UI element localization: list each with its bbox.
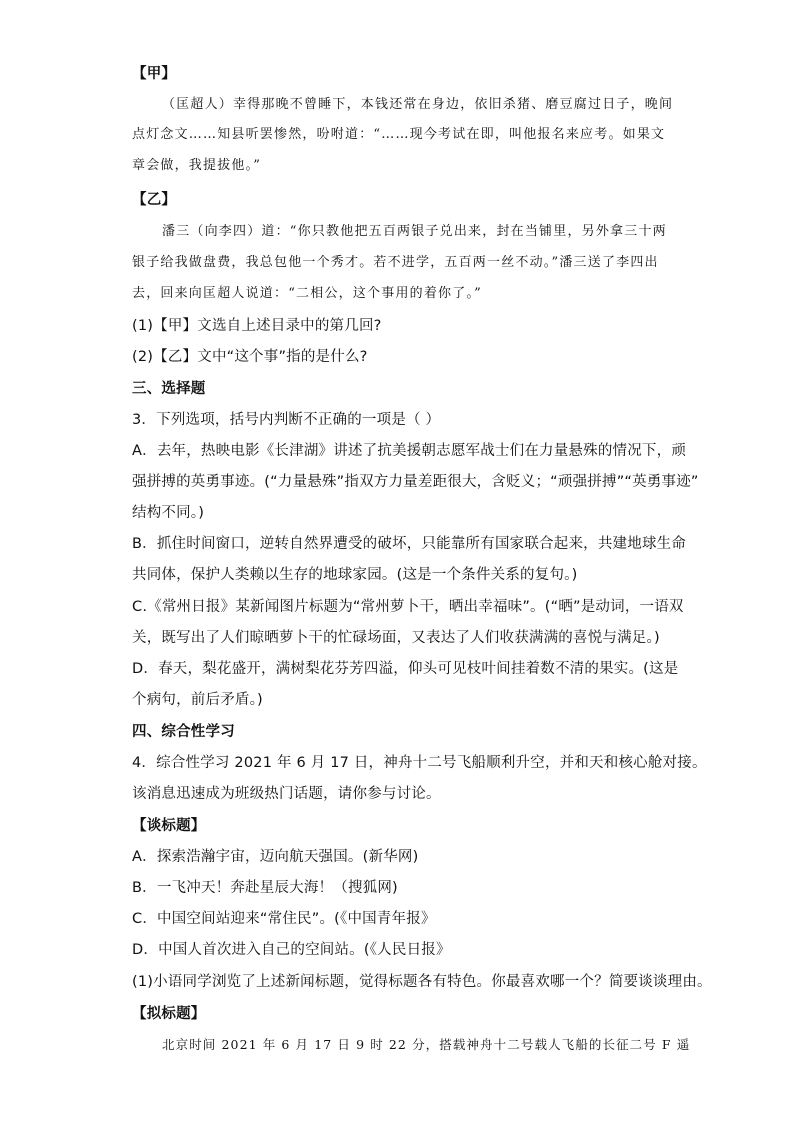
- headline-b: B．一飞冲天！奔赴星辰大海！（搜狐网): [132, 880, 398, 896]
- question-2-2: (2)【乙】文中“这个事”指的是什么?: [132, 349, 368, 365]
- yi-line: 潘三（向李四）道：“你只教他把五百两银子兑出来，封在当铺里，另外拿三十两: [162, 224, 667, 239]
- question-3: 3．下列选项，括号内判断不正确的一项是（ ）: [132, 412, 441, 428]
- option-a-line: A．去年，热映电影《长津湖》讲述了抗美援朝志愿军战士们在力量悬殊的情况下，顽: [132, 443, 687, 459]
- option-c-line: 关，既写出了人们晾晒萝卜干的忙碌场面，又表达了人们收获满满的喜悦与满足。): [132, 630, 660, 646]
- question-4-intro: 该消息迅速成为班级热门话题，请你参与讨论。: [132, 786, 441, 802]
- jia-line: 点灯念文……知县听罢惨然，吩咐道：“……现今考试在即，叫他报名来应考。如果文: [132, 127, 666, 142]
- question-2-1: (1)【甲】文选自上述目录中的第几回?: [132, 318, 382, 334]
- question-4-intro: 4．综合性学习 2021 年 6 月 17 日，神舟十二号飞船顺利升空，并和天和核心舱对接。: [132, 755, 707, 771]
- jia-header: 【甲】: [132, 66, 177, 82]
- option-a-line: 强拼搏的英勇事迹。(“力量悬殊”指双方力量差距很大，含贬义；“顽强拼搏”“英勇事迹”: [132, 474, 699, 490]
- headline-c: C．中国空间站迎来“常住民”。(《中国青年报》: [132, 911, 436, 927]
- option-b-line: 共同体，保护人类赖以生存的地球家园。(这是一个条件关系的复句。): [132, 567, 578, 583]
- question-4-1: (1)小语同学浏览了上述新闻标题，觉得标题各有特色。你最喜欢哪一个？简要谈谈理由。: [132, 974, 712, 990]
- section-4-title: 四、综合性学习: [132, 724, 235, 740]
- headline-d: D．中国人首次进入自己的空间站。(《人民日报》: [132, 942, 451, 958]
- option-a-line: 结构不同。): [132, 505, 205, 521]
- option-c-line: C.《常州日报》某新闻图片标题为“常州萝卜干，晒出幸福味”。(“晒”是动词，一语双: [132, 599, 684, 615]
- yi-line: 去，回来向匡超人说道：“二相公，这个事用的着你了。”: [132, 286, 482, 301]
- tan-header: 【谈标题】: [132, 818, 206, 834]
- yi-header: 【乙】: [132, 192, 177, 208]
- section-3-title: 三、选择题: [132, 381, 206, 397]
- option-b-line: B．抓住时间窗口，逆转自然界遭受的破坏，只能靠所有国家联合起来，共建地球生命: [132, 536, 687, 552]
- last-line: 北京时间 2021 年 6 月 17 日 9 时 22 分，搭载神舟十二号载人飞船的长征二号 F 遥: [162, 1037, 691, 1052]
- jia-line: 章会做，我提拔他。”: [132, 158, 262, 173]
- jia-line: （匡超人）幸得那晚不曾睡下，本钱还常在身边，依旧杀猪、磨豆腐过日子，晚间: [162, 97, 674, 112]
- headline-a: A．探索浩瀚宇宙，迈向航天强国。(新华网): [132, 849, 419, 865]
- option-d-line: D．春天，梨花盛开，满树梨花芬芳四溢，仰头可见枝叶间挂着数不清的果实。(这是: [132, 661, 679, 677]
- yi-line: 银子给我做盘费，我总包他一个秀才。若不进学，五百两一丝不动。”潘三送了李四出: [132, 255, 659, 270]
- option-d-line: 个病句，前后矛盾。): [132, 692, 263, 708]
- ni-header: 【拟标题】: [132, 1006, 206, 1022]
